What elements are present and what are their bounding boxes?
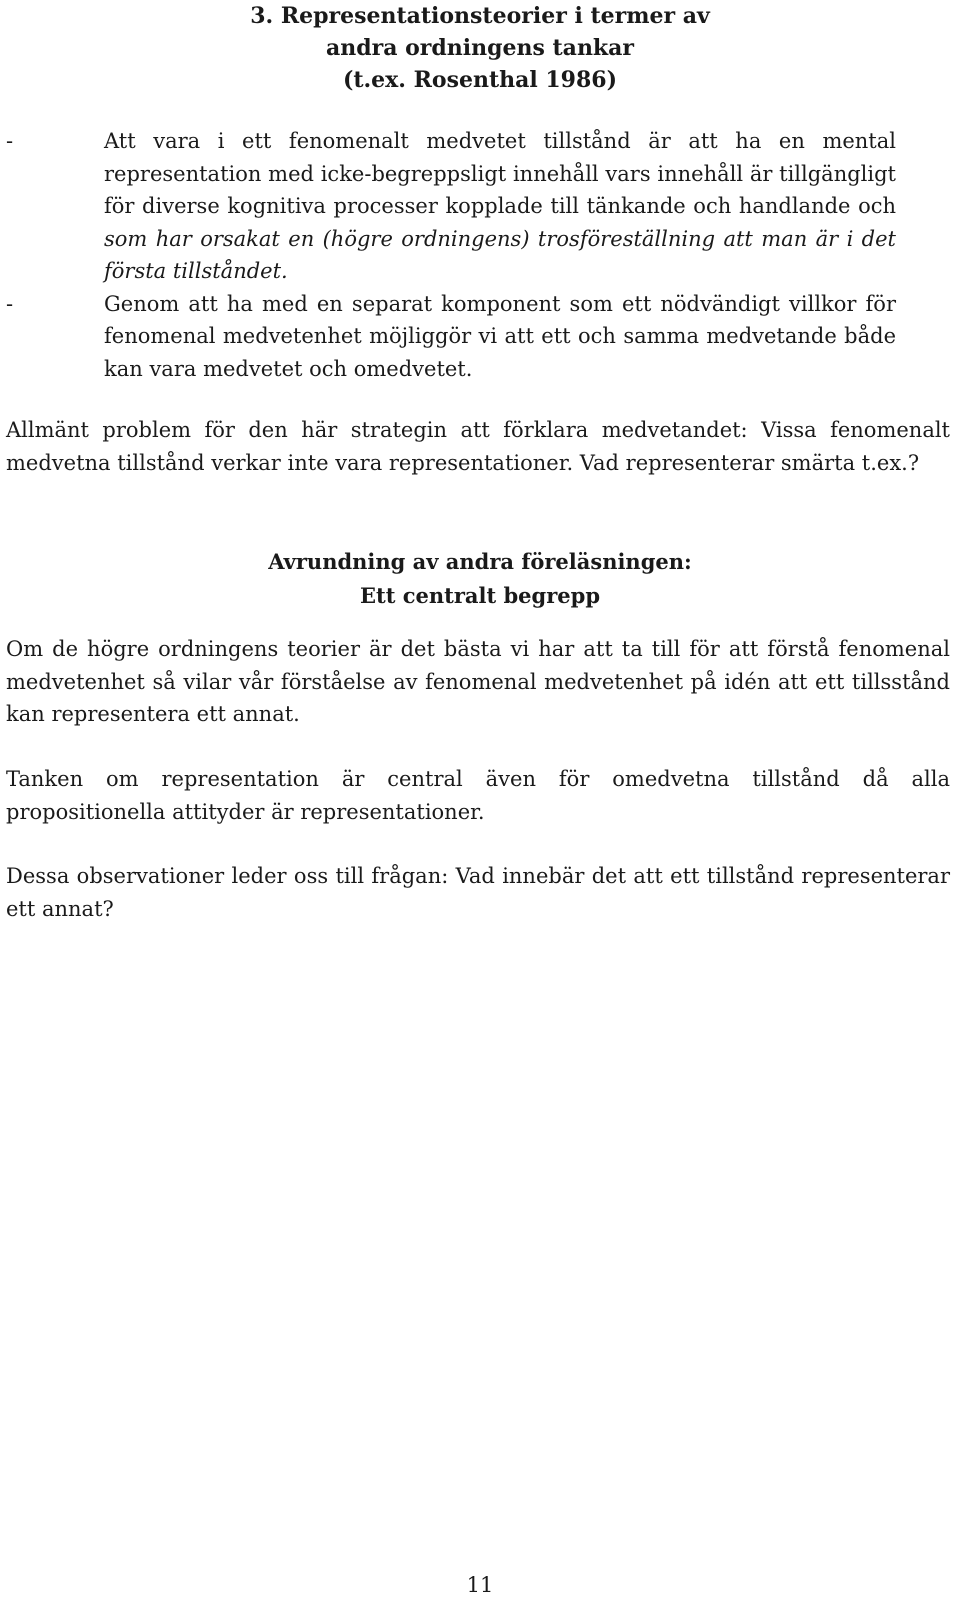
paragraph-representation-idea: Om de högre ordningens teorier är det bästa vi har att ta till för att förstå fenomenal medvetenhet så vilar vår förståelse av fenomenal medvetenhet på idén att ett tillsstånd kan representera ett annat.: [6, 637, 950, 726]
bullet-item-1: [6, 125, 896, 288]
bullet-dash: -: [6, 291, 14, 316]
section-title-line-3: (t.ex. Rosenthal 1986): [342, 67, 618, 93]
bullet-text-italic: som har orsakat en (högre ordningens) trosföreställning att man är i det första tillståndet.: [104, 226, 896, 283]
conclusion-heading-line-1: Avrundning av andra föreläsningen:: [268, 549, 692, 574]
page-number: 11: [466, 1573, 494, 1597]
bullet-text: Att vara i ett fenomenalt medvetet tillstånd är att ha en mental representation med icke-begreppsligt innehåll vars innehåll är tillgängligt för diverse kognitiva processer kopplade till tänkande och handlande och: [104, 129, 896, 218]
section-title-line-2: andra ordningens tankar: [325, 35, 635, 61]
bullet-list: [6, 125, 896, 385]
section-title: [150, 0, 810, 96]
bullet-item-2: [6, 288, 896, 386]
general-problem-paragraph: Allmänt problem för den här strategin att förklara medvetandet: Vissa fenomenalt medvetna tillstånd verkar inte vara representationer. Vad representerar smärta t.ex.?: [6, 418, 950, 475]
bullet-dash: -: [6, 129, 14, 153]
section-title-line-1: 3. Representationsteorier i termer av: [250, 3, 710, 29]
conclusion-heading-line-2: Ett centralt begrepp: [359, 583, 600, 608]
conclusion-heading: [150, 545, 810, 613]
paragraph-propositional-attitudes: Tanken om representation är central även för omedvetna tillstånd då alla propositionella attityder är representationer.: [6, 767, 950, 824]
bullet-text: Genom att ha med en separat komponent som ett nödvändigt villkor för fenomenal medvetenhet möjliggör vi att ett och samma medvetande både kan vara medvetet och omedvetet.: [104, 291, 896, 381]
paragraph-question: Dessa observationer leder oss till frågan: Vad innebär det att ett tillstånd representerar ett annat?: [6, 864, 950, 921]
